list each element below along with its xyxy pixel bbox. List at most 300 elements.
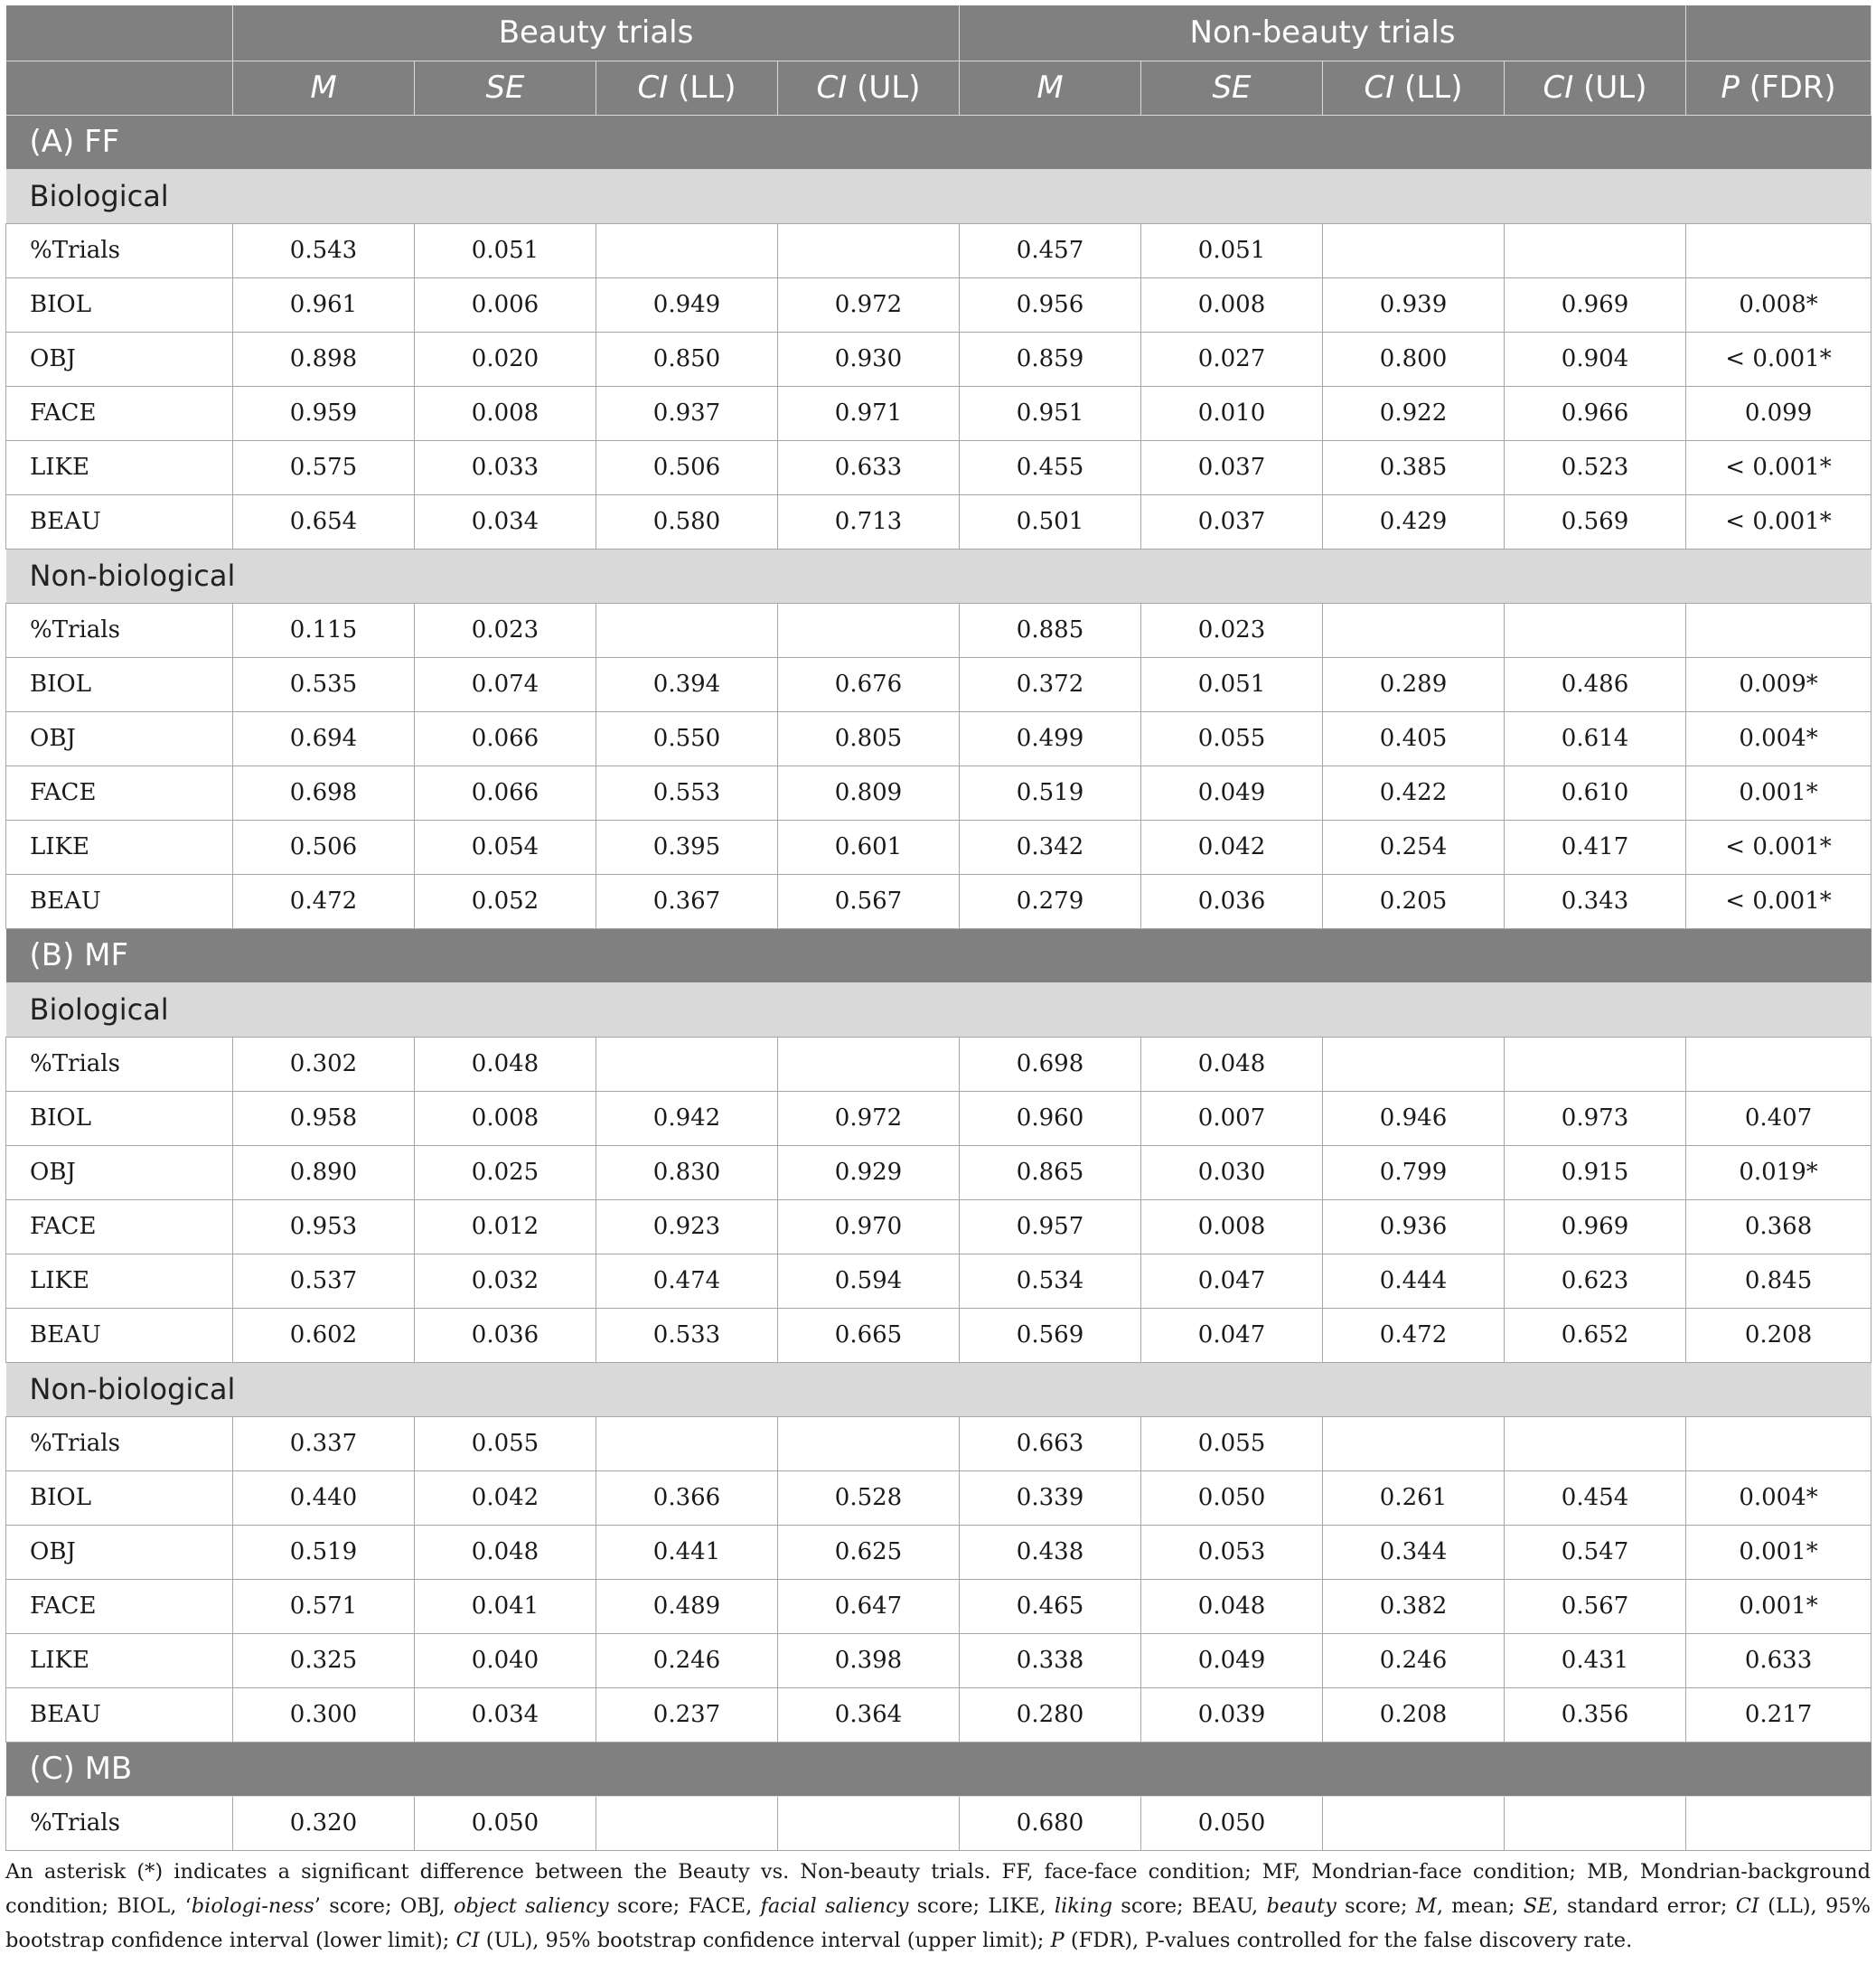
table-cell: 0.429 <box>1323 494 1505 549</box>
table-cell: 0.440 <box>233 1470 415 1525</box>
table-row <box>6 820 1871 874</box>
table-cell: < 0.001* <box>1686 332 1871 386</box>
table-cell: 0.499 <box>960 711 1141 766</box>
table-cell: 0.937 <box>596 386 778 440</box>
table-cell: 0.048 <box>1141 1037 1323 1091</box>
table-cell: 0.534 <box>960 1254 1141 1308</box>
table-cell: 0.523 <box>1505 440 1686 494</box>
table-cell: 0.034 <box>415 494 596 549</box>
table-footnote <box>5 1855 1871 1958</box>
table-cell <box>778 1796 960 1850</box>
table-cell: 0.942 <box>596 1091 778 1145</box>
table-cell: 0.543 <box>233 223 415 277</box>
table-cell: 0.930 <box>778 332 960 386</box>
subgroup-header-row <box>6 982 1871 1037</box>
table-cell: 0.455 <box>960 440 1141 494</box>
table-cell: 0.713 <box>778 494 960 549</box>
table-cell: 0.395 <box>596 820 778 874</box>
table-cell: 0.614 <box>1505 711 1686 766</box>
table-cell: 0.972 <box>778 277 960 332</box>
row-label: LIKE <box>6 1633 233 1687</box>
table-cell: 0.036 <box>415 1308 596 1362</box>
table-cell: 0.575 <box>233 440 415 494</box>
row-label: %Trials <box>6 1037 233 1091</box>
table-row <box>6 223 1871 277</box>
table-cell: 0.929 <box>778 1145 960 1199</box>
table-cell: 0.217 <box>1686 1687 1871 1742</box>
header-blank-p <box>1686 5 1871 61</box>
table-row <box>6 1579 1871 1633</box>
table-cell: < 0.001* <box>1686 874 1871 928</box>
table-cell: 0.364 <box>778 1687 960 1742</box>
table-cell: 0.039 <box>1141 1687 1323 1742</box>
table-cell: 0.019* <box>1686 1145 1871 1199</box>
footnote-part: , standard error; <box>1552 1894 1736 1918</box>
table-cell: 0.805 <box>778 711 960 766</box>
table-cell <box>596 603 778 657</box>
table-cell: 0.809 <box>778 766 960 820</box>
table-cell: 0.970 <box>778 1199 960 1254</box>
header-ci-ul: CI (UL) <box>1505 61 1686 115</box>
table-cell: 0.800 <box>1323 332 1505 386</box>
table-cell: 0.048 <box>1141 1579 1323 1633</box>
table-cell: 0.698 <box>233 766 415 820</box>
row-label: LIKE <box>6 820 233 874</box>
header-blank-2 <box>6 61 233 115</box>
table-cell: 0.033 <box>415 440 596 494</box>
table-cell: 0.567 <box>1505 1579 1686 1633</box>
header-m: M <box>960 61 1141 115</box>
table-cell: 0.342 <box>960 820 1141 874</box>
table-cell <box>1323 1796 1505 1850</box>
table-cell: 0.454 <box>1505 1470 1686 1525</box>
table-cell: 0.054 <box>415 820 596 874</box>
table-cell: 0.474 <box>596 1254 778 1308</box>
table-cell: 0.519 <box>233 1525 415 1579</box>
table-cell: 0.472 <box>1323 1308 1505 1362</box>
table-cell: 0.571 <box>233 1579 415 1633</box>
footnote-part: (LL), 95% bootstrap confidence interval (lower limit); <box>5 1894 1871 1952</box>
table-cell: 0.385 <box>1323 440 1505 494</box>
table-cell: 0.051 <box>1141 657 1323 711</box>
table-cell: 0.032 <box>415 1254 596 1308</box>
header-ci-ll: CI (LL) <box>596 61 778 115</box>
table-cell: 0.042 <box>1141 820 1323 874</box>
table-cell: 0.601 <box>778 820 960 874</box>
table-cell: 0.008* <box>1686 277 1871 332</box>
footnote-part: score; LIKE, <box>908 1894 1055 1918</box>
header-se: SE <box>415 61 596 115</box>
table-row <box>6 657 1871 711</box>
footnote-part: beauty <box>1266 1894 1337 1918</box>
table-row <box>6 386 1871 440</box>
table-cell: 0.382 <box>1323 1579 1505 1633</box>
table-cell: 0.367 <box>596 874 778 928</box>
row-label: %Trials <box>6 603 233 657</box>
table-cell: 0.343 <box>1505 874 1686 928</box>
table-row <box>6 1037 1871 1091</box>
table-cell: 0.048 <box>415 1037 596 1091</box>
table-cell: 0.027 <box>1141 332 1323 386</box>
row-label: BEAU <box>6 1687 233 1742</box>
footnote-part: CI <box>455 1929 480 1952</box>
results-table-container <box>5 5 1871 1851</box>
table-cell: 0.890 <box>233 1145 415 1199</box>
table-cell: 0.034 <box>415 1687 596 1742</box>
results-table <box>5 5 1871 1851</box>
row-label: OBJ <box>6 711 233 766</box>
table-row <box>6 1254 1871 1308</box>
table-cell: 0.441 <box>596 1525 778 1579</box>
table-cell: 0.320 <box>233 1796 415 1850</box>
table-cell: 0.049 <box>1141 1633 1323 1687</box>
table-cell: 0.037 <box>1141 440 1323 494</box>
table-row <box>6 603 1871 657</box>
table-cell: 0.680 <box>960 1796 1141 1850</box>
table-cell: 0.008 <box>415 386 596 440</box>
section-title: (C) MB <box>6 1742 1871 1796</box>
table-cell: < 0.001* <box>1686 820 1871 874</box>
header-p-fdr: P (FDR) <box>1686 61 1871 115</box>
table-cell: 0.537 <box>233 1254 415 1308</box>
header-blank <box>6 5 233 61</box>
table-cell <box>1686 1037 1871 1091</box>
table-cell: 0.001* <box>1686 1525 1871 1579</box>
table-cell: 0.338 <box>960 1633 1141 1687</box>
table-cell <box>1505 1037 1686 1091</box>
table-row <box>6 1091 1871 1145</box>
row-label: BEAU <box>6 494 233 549</box>
table-cell: 0.922 <box>1323 386 1505 440</box>
table-cell: 0.368 <box>1686 1199 1871 1254</box>
table-cell: 0.957 <box>960 1199 1141 1254</box>
table-cell: 0.037 <box>1141 494 1323 549</box>
table-cell: 0.966 <box>1505 386 1686 440</box>
table-cell: 0.010 <box>1141 386 1323 440</box>
table-cell: 0.008 <box>1141 277 1323 332</box>
table-cell: 0.971 <box>778 386 960 440</box>
header-ci-ul: CI (UL) <box>778 61 960 115</box>
table-cell: 0.205 <box>1323 874 1505 928</box>
table-cell: 0.053 <box>1141 1525 1323 1579</box>
table-cell: 0.049 <box>1141 766 1323 820</box>
footnote-part: object saliency <box>453 1894 609 1918</box>
section-header-row <box>6 928 1871 982</box>
table-cell: 0.012 <box>415 1199 596 1254</box>
table-cell: 0.055 <box>1141 711 1323 766</box>
subgroup-header-row <box>6 169 1871 223</box>
table-cell: 0.633 <box>778 440 960 494</box>
table-cell: 0.066 <box>415 766 596 820</box>
table-row <box>6 1199 1871 1254</box>
row-label: BIOL <box>6 657 233 711</box>
table-cell: 0.602 <box>233 1308 415 1362</box>
subgroup-title: Non-biological <box>6 1362 1871 1416</box>
table-row <box>6 1145 1871 1199</box>
footnote-part: An asterisk (*) indicates a significant difference between the Beauty vs. Non-beauty trials. FF, face-face condition; MF, Mondrian-face condition; MB, Mondrian-background condition; BIOL, ‘ <box>5 1860 1871 1918</box>
table-cell: 0.969 <box>1505 277 1686 332</box>
table-cell: 0.246 <box>1323 1633 1505 1687</box>
footnote-part: biologi-ness <box>191 1894 314 1918</box>
table-cell: 0.457 <box>960 223 1141 277</box>
footnote-part: (FDR), P-values controlled for the false discovery rate. <box>1064 1929 1633 1952</box>
row-label: OBJ <box>6 1145 233 1199</box>
table-row <box>6 1416 1871 1470</box>
table-cell <box>1505 603 1686 657</box>
table-cell: 0.023 <box>415 603 596 657</box>
table-cell <box>1686 1416 1871 1470</box>
table-cell: 0.325 <box>233 1633 415 1687</box>
table-cell: 0.923 <box>596 1199 778 1254</box>
table-cell: 0.407 <box>1686 1091 1871 1145</box>
table-cell: 0.115 <box>233 603 415 657</box>
table-cell: 0.289 <box>1323 657 1505 711</box>
row-label: FACE <box>6 386 233 440</box>
table-cell: 0.859 <box>960 332 1141 386</box>
table-cell: 0.610 <box>1505 766 1686 820</box>
table-cell: 0.850 <box>596 332 778 386</box>
table-cell <box>1686 603 1871 657</box>
table-cell: 0.506 <box>596 440 778 494</box>
table-cell: 0.208 <box>1323 1687 1505 1742</box>
table-cell: 0.533 <box>596 1308 778 1362</box>
subgroup-title: Biological <box>6 982 1871 1037</box>
table-cell: 0.623 <box>1505 1254 1686 1308</box>
table-cell: 0.023 <box>1141 603 1323 657</box>
table-cell: 0.535 <box>233 657 415 711</box>
table-cell: 0.405 <box>1323 711 1505 766</box>
table-cell: 0.066 <box>415 711 596 766</box>
table-cell: 0.036 <box>1141 874 1323 928</box>
table-cell: 0.337 <box>233 1416 415 1470</box>
table-cell <box>596 1037 778 1091</box>
table-cell: 0.008 <box>1141 1199 1323 1254</box>
table-cell: 0.339 <box>960 1470 1141 1525</box>
table-cell: 0.279 <box>960 874 1141 928</box>
section-title: (B) MF <box>6 928 1871 982</box>
footnote-part: liking <box>1054 1894 1112 1918</box>
table-cell <box>1505 223 1686 277</box>
footnote-part: ’ score; OBJ, <box>314 1894 454 1918</box>
table-cell: 0.959 <box>233 386 415 440</box>
table-cell: 0.009* <box>1686 657 1871 711</box>
footnote-part: CI <box>1735 1894 1759 1918</box>
table-cell: 0.830 <box>596 1145 778 1199</box>
table-cell: 0.580 <box>596 494 778 549</box>
table-cell: 0.519 <box>960 766 1141 820</box>
table-cell: 0.550 <box>596 711 778 766</box>
table-cell: 0.939 <box>1323 277 1505 332</box>
table-cell: 0.047 <box>1141 1254 1323 1308</box>
footnote-part: score; FACE, <box>608 1894 761 1918</box>
table-cell <box>1323 603 1505 657</box>
table-cell <box>778 1037 960 1091</box>
footnote-part: facial saliency <box>760 1894 909 1918</box>
table-cell <box>778 1416 960 1470</box>
section-header-row <box>6 115 1871 169</box>
table-cell: 0.698 <box>960 1037 1141 1091</box>
table-cell <box>1505 1796 1686 1850</box>
table-row <box>6 440 1871 494</box>
table-cell: 0.246 <box>596 1633 778 1687</box>
table-cell: 0.501 <box>960 494 1141 549</box>
footnote-part: , mean; <box>1436 1894 1524 1918</box>
table-cell: 0.951 <box>960 386 1141 440</box>
row-label: OBJ <box>6 1525 233 1579</box>
table-cell: 0.280 <box>960 1687 1141 1742</box>
table-cell: 0.489 <box>596 1579 778 1633</box>
row-label: BEAU <box>6 1308 233 1362</box>
table-cell: 0.300 <box>233 1687 415 1742</box>
table-cell: 0.431 <box>1505 1633 1686 1687</box>
table-cell: 0.030 <box>1141 1145 1323 1199</box>
table-cell: 0.654 <box>233 494 415 549</box>
footnote-part: score; BEAU, <box>1112 1894 1267 1918</box>
table-cell: 0.676 <box>778 657 960 711</box>
table-row <box>6 494 1871 549</box>
table-cell: 0.956 <box>960 277 1141 332</box>
table-cell <box>596 1416 778 1470</box>
row-label: LIKE <box>6 1254 233 1308</box>
table-row <box>6 1796 1871 1850</box>
header-nonbeauty-trials: Non-beauty trials <box>960 5 1686 61</box>
table-cell: 0.074 <box>415 657 596 711</box>
table-cell <box>778 603 960 657</box>
table-cell: 0.099 <box>1686 386 1871 440</box>
table-cell: 0.569 <box>1505 494 1686 549</box>
row-label: BIOL <box>6 1091 233 1145</box>
subgroup-title: Non-biological <box>6 549 1871 603</box>
table-cell: 0.372 <box>960 657 1141 711</box>
row-label: BIOL <box>6 277 233 332</box>
table-cell: 0.001* <box>1686 1579 1871 1633</box>
table-cell: 0.969 <box>1505 1199 1686 1254</box>
table-cell: 0.048 <box>415 1525 596 1579</box>
table-cell: 0.050 <box>1141 1470 1323 1525</box>
table-cell: 0.652 <box>1505 1308 1686 1362</box>
table-cell: 0.050 <box>415 1796 596 1850</box>
row-label: FACE <box>6 1579 233 1633</box>
table-cell <box>596 1796 778 1850</box>
table-cell: < 0.001* <box>1686 494 1871 549</box>
table-row <box>6 711 1871 766</box>
table-cell: 0.254 <box>1323 820 1505 874</box>
table-cell: 0.008 <box>415 1091 596 1145</box>
table-row <box>6 1470 1871 1525</box>
table-cell: 0.949 <box>596 277 778 332</box>
table-cell: 0.486 <box>1505 657 1686 711</box>
table-cell: 0.438 <box>960 1525 1141 1579</box>
table-cell: 0.208 <box>1686 1308 1871 1362</box>
footnote-part: P <box>1050 1929 1065 1952</box>
footnote-part: score; <box>1336 1894 1416 1918</box>
table-cell <box>1505 1416 1686 1470</box>
table-cell: 0.898 <box>233 332 415 386</box>
table-cell: 0.472 <box>233 874 415 928</box>
row-label: FACE <box>6 766 233 820</box>
table-cell: 0.302 <box>233 1037 415 1091</box>
table-cell <box>1323 223 1505 277</box>
footnote-part: (UL), 95% bootstrap confidence interval (upper limit); <box>479 1929 1051 1952</box>
header-m: M <box>233 61 415 115</box>
section-title: (A) FF <box>6 115 1871 169</box>
table-cell: 0.050 <box>1141 1796 1323 1850</box>
table-header <box>6 5 1871 115</box>
table-cell <box>1323 1416 1505 1470</box>
table-cell: 0.356 <box>1505 1687 1686 1742</box>
table-cell: 0.001* <box>1686 766 1871 820</box>
table-cell: 0.663 <box>960 1416 1141 1470</box>
table-cell: 0.958 <box>233 1091 415 1145</box>
table-cell: 0.547 <box>1505 1525 1686 1579</box>
table-row <box>6 766 1871 820</box>
row-label: LIKE <box>6 440 233 494</box>
table-cell: 0.417 <box>1505 820 1686 874</box>
row-label: %Trials <box>6 223 233 277</box>
table-cell: 0.444 <box>1323 1254 1505 1308</box>
table-cell: 0.915 <box>1505 1145 1686 1199</box>
table-cell: 0.633 <box>1686 1633 1871 1687</box>
table-cell: 0.799 <box>1323 1145 1505 1199</box>
table-body <box>6 115 1871 1850</box>
table-cell: 0.567 <box>778 874 960 928</box>
table-cell: 0.569 <box>960 1308 1141 1362</box>
table-cell: 0.465 <box>960 1579 1141 1633</box>
table-cell: 0.055 <box>1141 1416 1323 1470</box>
table-row <box>6 332 1871 386</box>
table-row <box>6 1633 1871 1687</box>
table-cell: 0.594 <box>778 1254 960 1308</box>
table-cell: 0.647 <box>778 1579 960 1633</box>
table-row <box>6 1687 1871 1742</box>
footnote-part: SE <box>1523 1894 1552 1918</box>
table-cell <box>1686 223 1871 277</box>
table-cell <box>1323 1037 1505 1091</box>
footnote-part: M <box>1415 1894 1437 1918</box>
table-cell <box>778 223 960 277</box>
table-cell: 0.398 <box>778 1633 960 1687</box>
table-cell: 0.422 <box>1323 766 1505 820</box>
table-cell: 0.961 <box>233 277 415 332</box>
table-row <box>6 277 1871 332</box>
table-row <box>6 1525 1871 1579</box>
table-cell: 0.936 <box>1323 1199 1505 1254</box>
row-label: %Trials <box>6 1796 233 1850</box>
table-cell: 0.972 <box>778 1091 960 1145</box>
table-cell <box>596 223 778 277</box>
table-cell: 0.004* <box>1686 1470 1871 1525</box>
table-cell: 0.237 <box>596 1687 778 1742</box>
table-cell: 0.694 <box>233 711 415 766</box>
table-cell: 0.885 <box>960 603 1141 657</box>
table-cell: 0.261 <box>1323 1470 1505 1525</box>
table-cell: 0.344 <box>1323 1525 1505 1579</box>
table-cell: 0.394 <box>596 657 778 711</box>
table-cell: 0.665 <box>778 1308 960 1362</box>
table-cell: 0.055 <box>415 1416 596 1470</box>
table-cell: 0.025 <box>415 1145 596 1199</box>
table-row <box>6 874 1871 928</box>
table-cell: 0.366 <box>596 1470 778 1525</box>
table-cell: 0.845 <box>1686 1254 1871 1308</box>
table-cell <box>1686 1796 1871 1850</box>
table-cell: 0.040 <box>415 1633 596 1687</box>
subgroup-header-row <box>6 1362 1871 1416</box>
table-cell: 0.506 <box>233 820 415 874</box>
table-cell: 0.051 <box>1141 223 1323 277</box>
table-cell: 0.528 <box>778 1470 960 1525</box>
table-cell: 0.960 <box>960 1091 1141 1145</box>
